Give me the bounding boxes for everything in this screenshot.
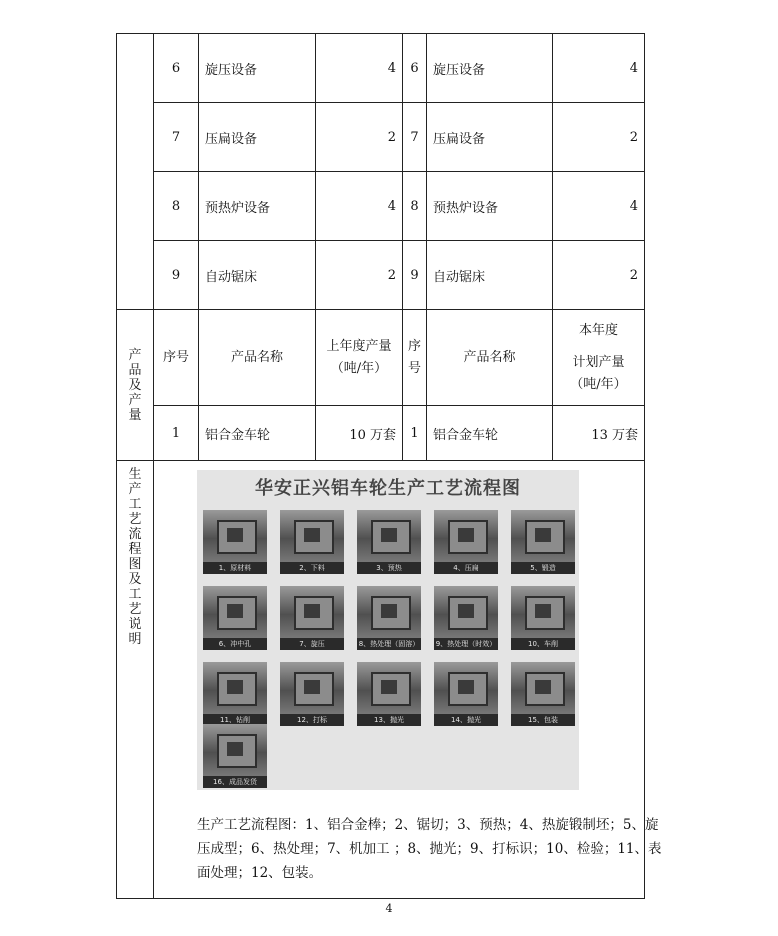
process-step-caption: 9、热处理（时效） — [435, 640, 497, 648]
products-header-row — [117, 310, 645, 406]
equipment-seq-current: 6 — [403, 34, 427, 103]
process-step-caption: 14、抛光 — [434, 714, 498, 726]
process-step-caption: 5、锻造 — [511, 562, 575, 574]
header-planned-output: 本年度 计划产量 （吨/年） — [553, 310, 645, 406]
process-step-photo — [511, 586, 575, 650]
process-step-photo — [434, 662, 498, 726]
equipment-section-label-cell — [117, 34, 154, 310]
process-section — [117, 461, 662, 899]
process-step-caption: 2、下料 — [280, 562, 344, 574]
product-name-current: 铝合金车轮 — [427, 406, 553, 461]
process-step-caption: 10、车削 — [511, 638, 575, 650]
process-step-photo — [511, 662, 575, 726]
product-seq: 1 — [154, 406, 199, 461]
process-section-label: 生产工艺流程图及工艺说明 — [117, 461, 154, 899]
header-seq-current: 序号 — [403, 310, 427, 406]
machine-photo-placeholder — [280, 586, 344, 638]
process-step-photo — [357, 662, 421, 726]
machine-photo-placeholder — [280, 662, 344, 714]
process-step-photo — [357, 510, 421, 574]
process-step-caption: 11、钻削 — [203, 714, 267, 726]
process-step-caption: 13、抛光 — [357, 714, 421, 726]
equipment-qty: 4 — [316, 172, 403, 241]
process-step-photo — [434, 510, 498, 574]
flow-chart-title: 华安正兴铝车轮生产工艺流程图 — [255, 478, 521, 499]
equipment-seq: 7 — [154, 103, 199, 172]
process-step-caption: 8、热处理（固溶） — [358, 640, 420, 648]
machine-photo-placeholder — [434, 662, 498, 714]
process-step-caption: 3、预热 — [357, 562, 421, 574]
machine-photo-placeholder — [511, 586, 575, 638]
process-step-photo — [203, 586, 267, 650]
equipment-qty-current: 2 — [553, 241, 645, 310]
process-step-caption: 16、成品发货 — [203, 776, 267, 788]
process-step-caption: 4、压扁 — [434, 562, 498, 574]
equipment-qty: 2 — [316, 241, 403, 310]
process-step-caption: 12、打标 — [280, 714, 344, 726]
machine-photo-placeholder — [357, 510, 421, 562]
process-step-photo — [434, 586, 498, 650]
machine-photo-placeholder — [511, 662, 575, 714]
header-last-year-output: 上年度产量 （吨/年） — [316, 310, 403, 406]
process-step-caption: 1、原材料 — [203, 562, 267, 574]
process-step-photo — [511, 510, 575, 574]
machine-photo-placeholder — [203, 510, 267, 562]
products-section-label: 产品及产量 — [117, 310, 154, 461]
process-step-caption: 15、包装 — [511, 714, 575, 726]
equipment-row — [117, 241, 645, 310]
equipment-name-current: 压扁设备 — [427, 103, 553, 172]
header-seq: 序号 — [154, 310, 199, 406]
process-description: 生产工艺流程图：1、铝合金棒；2、锯切；3、预热；4、热旋锻制坯；5、旋压成型；6、热处理；7、机加工 ；8、抛光；9、打标识；10、检验；11、表面处理；12、包装。 — [197, 817, 662, 881]
process-step-caption: 6、冲中孔 — [203, 638, 267, 650]
equipment-seq: 8 — [154, 172, 199, 241]
process-flow-chart-image — [197, 470, 579, 790]
equipment-name: 压扁设备 — [199, 103, 316, 172]
machine-photo-placeholder — [434, 586, 498, 638]
equipment-qty: 2 — [316, 103, 403, 172]
machine-photo-placeholder — [357, 586, 421, 638]
equipment-name: 旋压设备 — [199, 34, 316, 103]
process-step-caption: 7、旋压 — [280, 638, 344, 650]
header-product-name-current: 产品名称 — [427, 310, 553, 406]
equipment-qty-current: 4 — [553, 34, 645, 103]
machine-photo-placeholder — [511, 510, 575, 562]
process-step-photo — [280, 510, 344, 574]
equipment-section — [117, 34, 645, 310]
equipment-qty-current: 4 — [553, 172, 645, 241]
process-content-cell — [154, 461, 662, 899]
machine-photo-placeholder — [357, 662, 421, 714]
equipment-name-current: 预热炉设备 — [427, 172, 553, 241]
products-section — [117, 310, 645, 461]
machine-photo-placeholder — [280, 510, 344, 562]
equipment-row — [117, 103, 645, 172]
header-product-name: 产品名称 — [199, 310, 316, 406]
equipment-name: 预热炉设备 — [199, 172, 316, 241]
equipment-seq-current: 7 — [403, 103, 427, 172]
process-row — [117, 461, 645, 899]
product-row — [117, 406, 645, 461]
product-last-year-output: 10 万套 — [316, 406, 403, 461]
equipment-row — [117, 34, 645, 103]
process-step-photo — [203, 510, 267, 574]
machine-photo-placeholder — [203, 662, 267, 714]
equipment-name-current: 旋压设备 — [427, 34, 553, 103]
equipment-seq: 6 — [154, 34, 199, 103]
equipment-seq-current: 9 — [403, 241, 427, 310]
process-step-photo — [203, 724, 267, 788]
process-step-photo — [280, 662, 344, 726]
process-step-photo — [280, 586, 344, 650]
equipment-row — [117, 172, 645, 241]
machine-photo-placeholder — [434, 510, 498, 562]
machine-photo-placeholder — [203, 586, 267, 638]
equipment-qty: 4 — [316, 34, 403, 103]
product-seq-current: 1 — [403, 406, 427, 461]
enterprise-info-table — [116, 33, 662, 899]
process-step-photo — [357, 586, 421, 650]
equipment-seq-current: 8 — [403, 172, 427, 241]
equipment-name: 自动锯床 — [199, 241, 316, 310]
product-name: 铝合金车轮 — [199, 406, 316, 461]
product-planned-output: 13 万套 — [553, 406, 645, 461]
equipment-qty-current: 2 — [553, 103, 645, 172]
machine-photo-placeholder — [203, 724, 267, 776]
process-step-photo — [203, 662, 267, 726]
equipment-name-current: 自动锯床 — [427, 241, 553, 310]
page-number: 4 — [385, 902, 393, 915]
equipment-seq: 9 — [154, 241, 199, 310]
